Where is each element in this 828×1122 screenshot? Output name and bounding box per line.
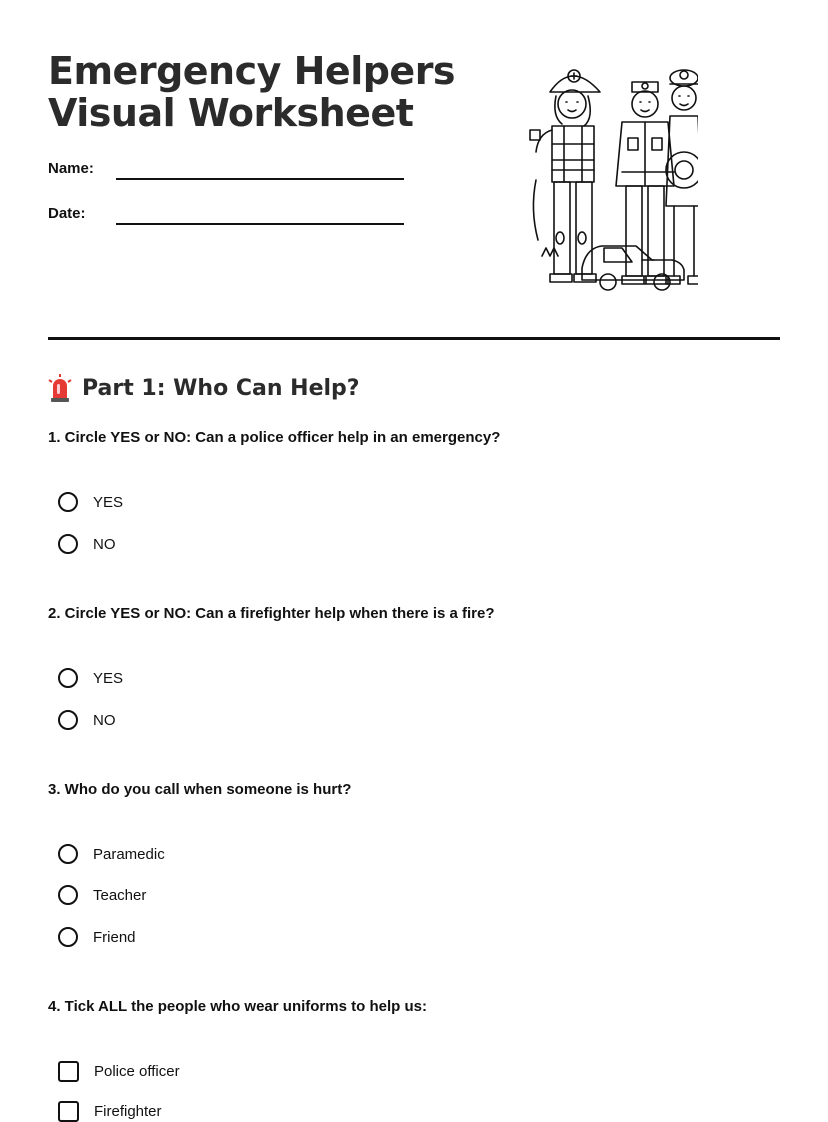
q3-option-teacher[interactable] [58,885,146,905]
emergency-helpers-illustration [522,60,698,300]
option-label: Teacher [93,886,147,904]
checkbox[interactable] [58,1101,79,1122]
question-2: 2. Circle YES or NO: Can a firefighter help when there is a fire? [48,605,495,622]
radio-circle[interactable] [58,710,78,730]
q4-option-firefighter[interactable] [58,1101,162,1122]
radio-circle[interactable] [58,844,78,864]
q2-option-no[interactable] [58,710,116,730]
option-label: Friend [93,928,136,946]
question-1: 1. Circle YES or NO: Can a police officer help in an emergency? [48,429,501,446]
title-line-1: Emergency Helpers [48,49,456,93]
q2-option-yes[interactable] [58,668,123,688]
q1-option-no[interactable] [58,534,116,554]
title-line-2: Visual Worksheet [48,91,414,135]
q3-option-friend[interactable] [58,927,136,947]
part-1-title: Part 1: Who Can Help? [82,375,360,401]
option-label: Paramedic [93,845,165,863]
q3-option-paramedic[interactable] [58,844,165,864]
question-3: 3. Who do you call when someone is hurt? [48,781,352,798]
siren-icon [48,374,72,402]
firefighter-figure [530,70,600,282]
part-1-heading [48,374,360,402]
q4-option-police-officer[interactable] [58,1061,180,1082]
name-line[interactable] [116,178,404,180]
checkbox[interactable] [58,1061,79,1082]
name-field[interactable] [48,160,94,177]
option-label: NO [93,535,116,553]
date-line[interactable] [116,223,404,225]
question-4: 4. Tick ALL the people who wear uniforms to help us: [48,998,427,1015]
q1-option-yes[interactable] [58,492,123,512]
option-label: Police officer [94,1063,180,1080]
option-label: NO [93,711,116,729]
worksheet-title [48,50,455,134]
date-field[interactable] [48,205,86,222]
name-label: Name: [48,160,94,177]
radio-circle[interactable] [58,927,78,947]
header-divider [48,337,780,340]
radio-circle[interactable] [58,668,78,688]
lifeguard-figure [666,70,698,284]
option-label: YES [93,493,124,511]
radio-circle[interactable] [58,492,78,512]
option-label: YES [93,669,124,687]
option-label: Firefighter [94,1103,162,1120]
radio-circle[interactable] [58,885,78,905]
date-label: Date: [48,205,86,222]
radio-circle[interactable] [58,534,78,554]
